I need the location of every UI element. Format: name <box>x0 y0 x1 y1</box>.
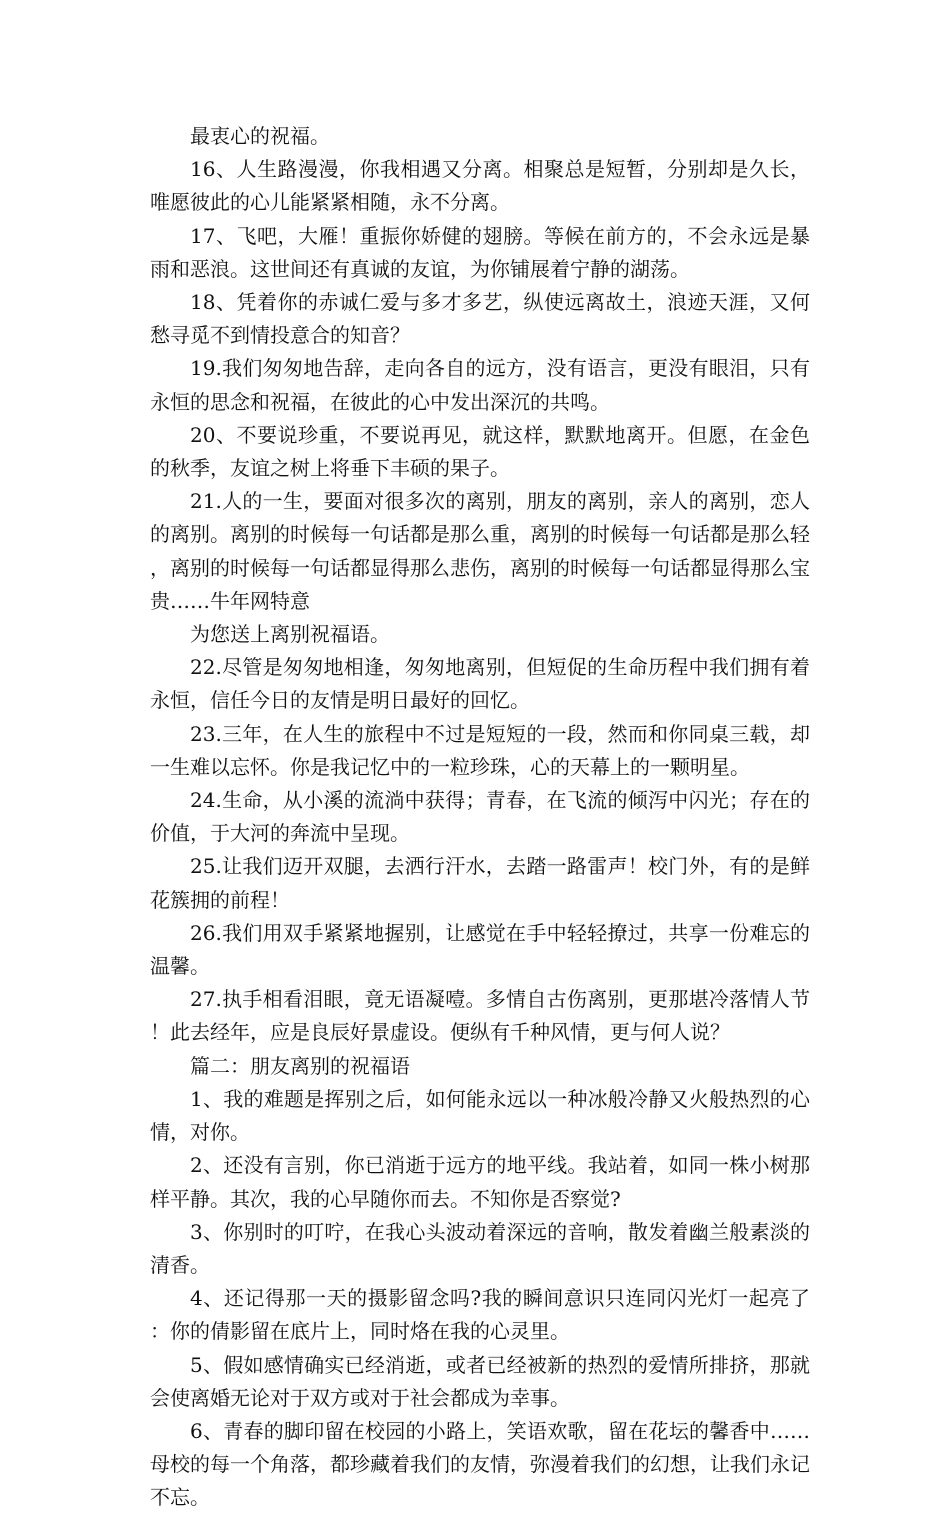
paragraph-18: 18、凭着你的赤诚仁爱与多才多艺，纵使远离故土，浪迹天涯，又何愁寻觅不到情投意合的知音？ <box>150 290 810 348</box>
document-body <box>150 120 810 1515</box>
paragraph-21: 21.人的一生，要面对很多次的离别，朋友的离别，亲人的离别，恋人的离别。离别的时候每一句话都是那么重，离别的时候每一句话都是那么轻，离别的时候每一句话都显得那么悲伤，离别的时候每一句话都显得那么宝贵……牛年网特意 <box>150 489 810 613</box>
paragraph-27: 27.执手相看泪眼，竟无语凝噎。多情自古伤离别，更那堪冷落情人节！此去经年，应是良辰好景虚设。便纵有千种风情，更与何人说？ <box>150 987 810 1045</box>
paragraph-20: 20、不要说珍重，不要说再见，就这样，默默地离开。但愿，在金色的秋季，友谊之树上将垂下丰硕的果子。 <box>150 422 810 481</box>
paragraph-4: 4、还记得那一天的摄影留念吗?我的瞬间意识只连同闪光灯一起亮了：你的倩影留在底片上，同时烙在我的心灵里。 <box>150 1286 810 1344</box>
paragraph-6: 6、青春的脚印留在校园的小路上，笑语欢歌，留在花坛的馨香中……母校的每一个角落，都珍藏着我们的友情，弥漫着我们的幻想，让我们永记不忘。 <box>150 1418 810 1510</box>
paragraph-2: 2、还没有言别，你已消逝于远方的地平线。我站着，如同一株小树那样平静。其次，我的心早随你而去。不知你是否察觉? <box>150 1153 810 1211</box>
paragraph-1: 1、我的难题是挥别之后，如何能永远以一种冰般冷静又火般热烈的心情，对你。 <box>150 1086 810 1145</box>
paragraph-23: 23.三年，在人生的旅程中不过是短短的一段，然而和你同桌三载，却一生难以忘怀。你是我记忆中的一粒珍珠，心的天幕上的一颗明星。 <box>150 721 810 779</box>
paragraph-17: 17、飞吧，大雁！重振你娇健的翅膀。等候在前方的，不会永远是暴雨和恶浪。这世间还有真诚的友谊，为你铺展着宁静的湖荡。 <box>150 223 810 281</box>
paragraph-21-continued: 为您送上离别祝福语。 <box>190 622 390 647</box>
paragraph-24: 24.生命，从小溪的流淌中获得；青春，在飞流的倾泻中闪光；存在的价值，于大河的奔流中呈现。 <box>150 788 810 846</box>
paragraph-3: 3、你别时的叮咛，在我心头波动着深远的音响，散发着幽兰般素淡的清香。 <box>150 1219 810 1277</box>
paragraph-26: 26.我们用双手紧紧地握别，让感觉在手中轻轻撩过，共享一份难忘的温馨。 <box>150 920 810 979</box>
paragraph-19: 19.我们匆匆地告辞，走向各自的远方，没有语言，更没有眼泪，只有永恒的思念和祝福，在彼此的心中发出深沉的共鸣。 <box>150 356 810 414</box>
section-heading: 篇二：朋友离别的祝福语 <box>190 1053 410 1078</box>
paragraph-5: 5、假如感情确实已经消逝，或者已经被新的热烈的爱情所排挤，那就会使离婚无论对于双方或对于社会都成为幸事。 <box>150 1352 810 1410</box>
paragraph-25: 25.让我们迈开双腿，去洒行汗水，去踏一路雷声！校门外，有的是鲜花簇拥的前程！ <box>150 854 810 912</box>
paragraph-16: 16、人生路漫漫，你我相遇又分离。相聚总是短暂，分别却是久长，唯愿彼此的心儿能紧紧相随，永不分离。 <box>150 157 810 215</box>
paragraph-continuation: 最衷心的祝福。 <box>190 124 330 148</box>
paragraph-22: 22.尽管是匆匆地相逢，匆匆地离别，但短促的生命历程中我们拥有着永恒，信任今日的友情是明日最好的回忆。 <box>150 655 810 713</box>
